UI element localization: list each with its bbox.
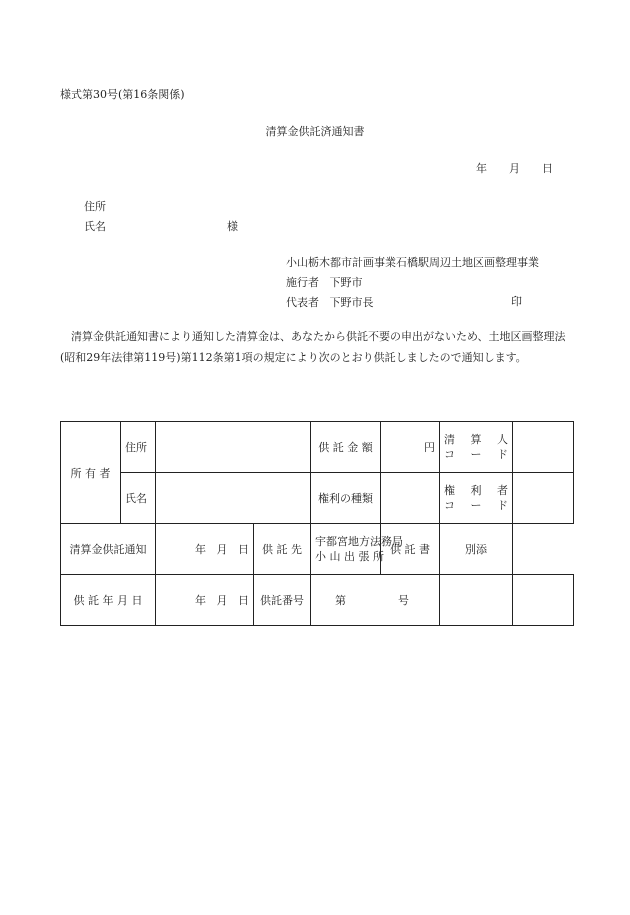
deposit-date — [156, 575, 254, 626]
settler-code-line1: 清 算 人 — [444, 433, 508, 446]
owner-label: 所 有 者 — [61, 422, 121, 524]
issue-date — [476, 160, 553, 176]
executor-label: 施行者 — [286, 276, 319, 289]
date-day: 日 — [542, 162, 553, 175]
notice-day: 日 — [238, 543, 249, 556]
recipient-address-label: 住所 — [84, 200, 106, 213]
yen-unit: 円 — [381, 422, 440, 473]
issuer-project: 小山栃木都市計画事業石橋駅周辺土地区画整理事業 — [286, 256, 539, 269]
deposit-month: 月 — [216, 594, 228, 607]
holder-code-label — [440, 473, 513, 524]
address-cell — [156, 422, 311, 473]
issuer-block — [286, 253, 539, 313]
recipient-honorific: 様 — [227, 220, 238, 233]
date-month: 月 — [509, 162, 520, 175]
deposit-table — [60, 421, 574, 626]
empty-cell-b — [513, 575, 574, 626]
deposit-number-suffix: 号 — [398, 594, 409, 607]
name-label: 氏名 — [121, 473, 156, 524]
deposit-doc-label: 供 託 書 — [381, 524, 440, 575]
date-year: 年 — [476, 162, 487, 175]
holder-code-line1: 権 利 者 — [444, 484, 508, 497]
notice-label: 清算金供託通知 — [61, 524, 156, 575]
issuer-executor — [286, 273, 539, 293]
office-line2: 小 山 出 張 所 — [315, 550, 384, 563]
settler-code-line2: コ ー ド — [444, 448, 508, 461]
rep-label: 代表者 — [286, 296, 319, 309]
name-cell — [156, 473, 311, 524]
executor-value: 下野市 — [329, 276, 363, 289]
deposit-number-cell — [311, 575, 440, 626]
deposit-to-label: 供 託 先 — [254, 524, 311, 575]
office-line1: 宇都宮地方法務局 — [315, 535, 403, 548]
deposit-day: 日 — [238, 594, 249, 607]
recipient-name-label: 氏名 — [84, 220, 106, 233]
deposit-number-label: 供託番号 — [254, 575, 311, 626]
notice-month: 月 — [216, 543, 228, 556]
body-paragraph: 清算金供託通知書により通知した清算金は、あなたから供託不要の申出がないため、土地区画整理法(昭和29年法律第119号)第112条第1項の規定により次のとおり供託しましたので通知します。 — [60, 330, 566, 364]
notice-date — [156, 524, 254, 575]
right-type-cell — [381, 473, 440, 524]
office-name — [311, 524, 403, 575]
document-title: 清算金供託済通知書 — [265, 125, 365, 138]
attached-label: 別添 — [440, 524, 513, 575]
rep-value: 下野市長 — [329, 296, 374, 309]
settler-code-cell — [513, 422, 574, 473]
settler-code-label — [440, 422, 513, 473]
holder-code-line2: コ ー ド — [444, 499, 508, 512]
notice-year: 年 — [195, 543, 206, 556]
holder-code-cell — [513, 473, 574, 524]
empty-cell-a — [440, 575, 513, 626]
address-label: 住所 — [121, 422, 156, 473]
deposit-number-prefix: 第 — [335, 594, 346, 607]
seal-mark: 印 — [511, 295, 522, 308]
deposit-year: 年 — [195, 594, 206, 607]
deposit-amount-label: 供 託 金 額 — [311, 422, 381, 473]
form-number: 様式第30号(第16条関係) — [60, 88, 185, 101]
issuer-representative — [286, 293, 539, 313]
deposit-date-label: 供 託 年 月 日 — [61, 575, 156, 626]
right-type-label: 権利の種類 — [311, 473, 381, 524]
